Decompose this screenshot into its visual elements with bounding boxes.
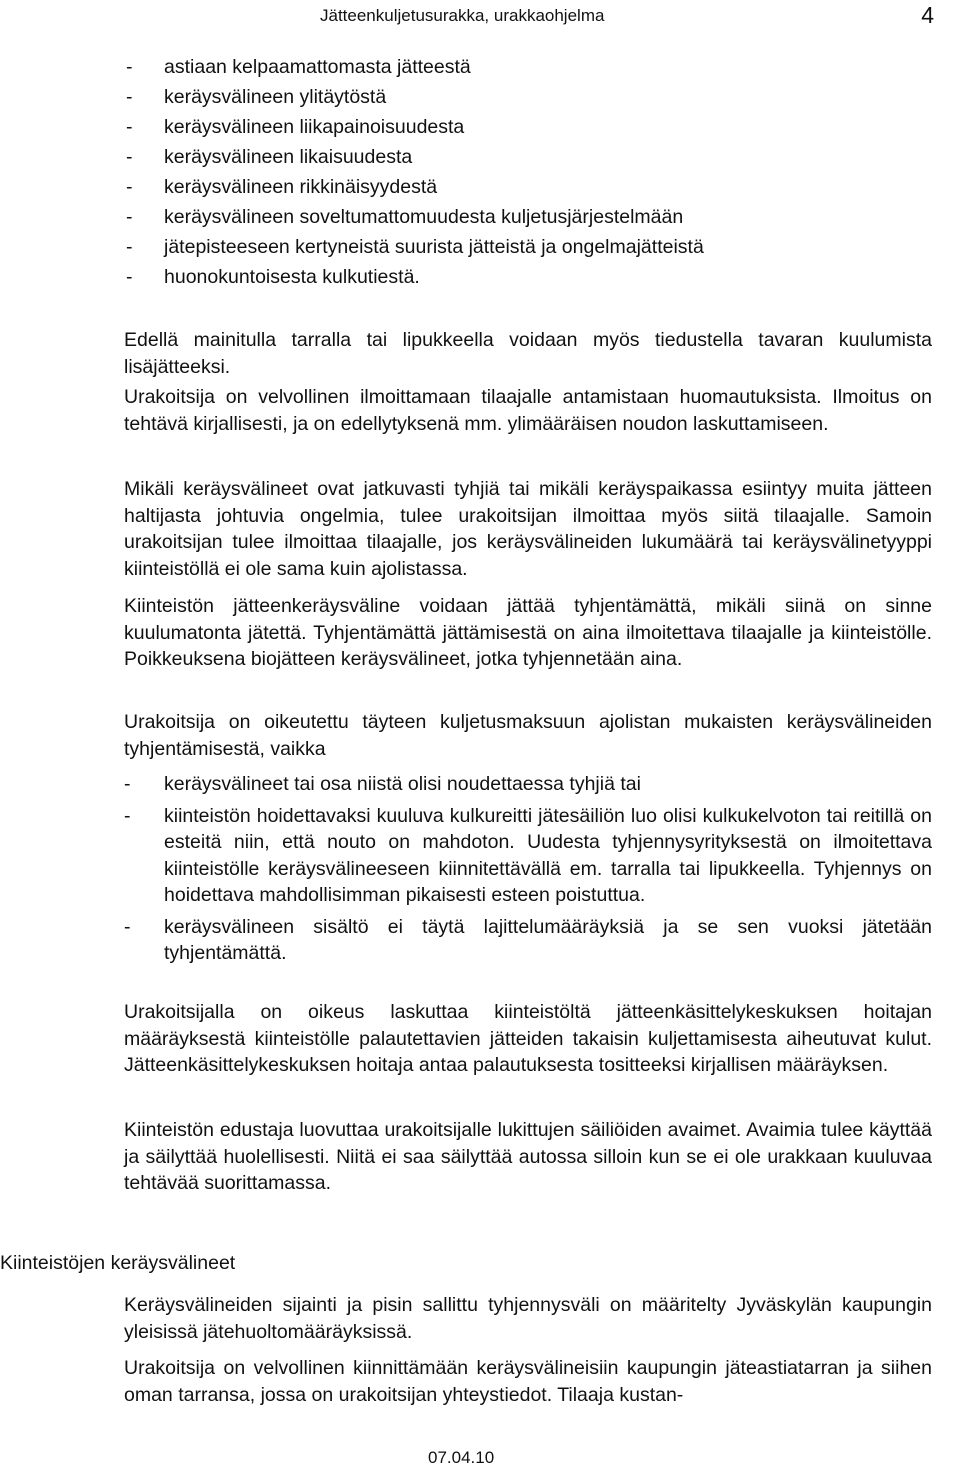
dash-marker: - <box>126 206 133 228</box>
dash-marker: - <box>126 236 133 258</box>
document-title: Jätteenkuljetusurakka, urakkaohjelma <box>320 6 605 25</box>
paragraph-sijainti: Keräysvälineiden sijainti ja pisin sallittu tyhjennysväli on määritelty Jyväskylän kaupungin yleisissä jätehuoltomääräyksissä. <box>124 1294 932 1343</box>
list-item: - keräysvälineen ylitäytöstä <box>126 82 704 112</box>
section-heading: Kiinteistöjen keräysvälineet <box>0 1252 236 1274</box>
list-item: - keräysvälineen sisältö ei täytä lajittelumääräyksiä ja se sen vuoksi jätetään tyhjentämättä. <box>124 915 932 964</box>
list-item: - huonokuntoisesta kulkutiestä. <box>126 262 704 292</box>
list-item: - keräysvälineen rikkinäisyydestä <box>126 172 704 202</box>
list-item: - keräysvälineen liikapainoisuudesta <box>126 112 704 142</box>
paragraph-laskutus: Urakoitsijalla on oikeus laskuttaa kiinteistöltä jätteenkäsittelykeskuksen hoitajan määräyksestä kiinteistölle palautettavien jätteiden takaisin kuljettamisesta aiheutuvat kulut. Jätteenkäsittelykeskuksen hoitaja antaa palautuksesta tositteeksi kirjallisen määräyksen. <box>124 1001 932 1076</box>
dash-marker: - <box>124 804 131 827</box>
dash-marker: - <box>124 773 131 795</box>
list-item: - keräysvälineen soveltumattomuudesta kuljetusjärjestelmään <box>126 202 704 232</box>
page-number: 4 <box>921 2 934 28</box>
paragraph-tyhjat-valineet: Mikäli keräysvälineet ovat jatkuvasti tyhjiä tai mikäli keräyspaikassa esiintyy muita jätteen haltijasta johtuvia ongelmia, tulee urakoitsijan ilmoittaa myös siitä tilaajalle. Samoin urakoitsijan tulee ilmoittaa tilaajalle, jos keräysvälineiden lukumäärä tai keräysvälinetyyppi kiinteistöllä ei ole sama kuin ajolistassa. <box>124 478 932 580</box>
paragraph-kuljetusmaksu: Urakoitsija on oikeutettu täyteen kuljetusmaksuun ajolistan mukaisten keräysvälineiden tyhjentämisestä, vaikka <box>124 711 932 760</box>
paragraph-ilmoitus: Urakoitsija on velvollinen ilmoittamaan tilaajalle antamistaan huomautuksista. Ilmoitus on tehtävä kirjallisesti, ja on edellytyksenä mm. ylimääräisen noudon laskuttamiseen. <box>124 386 932 435</box>
exception-list <box>124 771 932 967</box>
complaint-list <box>126 52 704 292</box>
list-item: - kiinteistön hoidettavaksi kuuluva kulkureitti jätesäiliön luo olisi kulkukelvoton tai reitillä on esteitä niin, että nouto on mahdoton. Uudesta tyhjennysyrityksestä on ilmoitettava kiinteistölle keräysvälineeseen kiinnitettävällä em. tarralla tai lipukkeella. Tyhjennys on hoidettava mahdollisimman pikaisesti esteen poistuttua. <box>124 804 932 906</box>
paragraph-tarrat: Urakoitsija on velvollinen kiinnittämään keräysvälineisiin kaupungin jäteastiatarran ja siihen oman tarransa, jossa on urakoitsijan yhteystiedot. Tilaaja kustan- <box>124 1357 932 1406</box>
dash-marker: - <box>124 915 131 938</box>
list-item: - keräysvälineen likaisuudesta <box>126 142 704 172</box>
list-item: - jätepisteeseen kertyneistä suurista jätteistä ja ongelmajätteistä <box>126 232 704 262</box>
dash-marker: - <box>126 86 133 108</box>
list-item: - astiaan kelpaamattomasta jätteestä <box>126 52 704 82</box>
dash-marker: - <box>126 116 133 138</box>
page-header <box>0 2 960 26</box>
list-item: - keräysvälineet tai osa niistä olisi noudettaessa tyhjiä tai <box>124 771 932 798</box>
paragraph-tyhjentamatta: Kiinteistön jätteenkeräysväline voidaan jättää tyhjentämättä, mikäli siinä on sinne kuulumatonta jätettä. Tyhjentämättä jättämisestä on aina ilmoitettava tilaajalle ja kiinteistölle. Poikkeuksena biojätteen keräysvälineet, jotka tyhjennetään aina. <box>124 595 932 670</box>
dash-marker: - <box>126 176 133 198</box>
paragraph-avaimet: Kiinteistön edustaja luovuttaa urakoitsijalle lukittujen säiliöiden avaimet. Avaimia tulee käyttää ja säilyttää huolellisesti. Niitä ei saa säilyttää autossa silloin kun se ei ole urakkaan kuuluvaa tehtävää suorittamassa. <box>124 1119 932 1194</box>
paragraph-tarra: Edellä mainitulla tarralla tai lipukkeella voidaan myös tiedustella tavaran kuulumista lisäjätteeksi. <box>124 329 932 378</box>
dash-marker: - <box>126 146 133 168</box>
dash-marker: - <box>126 56 133 78</box>
dash-marker: - <box>126 266 133 288</box>
footer-date: 07.04.10 <box>428 1448 495 1467</box>
